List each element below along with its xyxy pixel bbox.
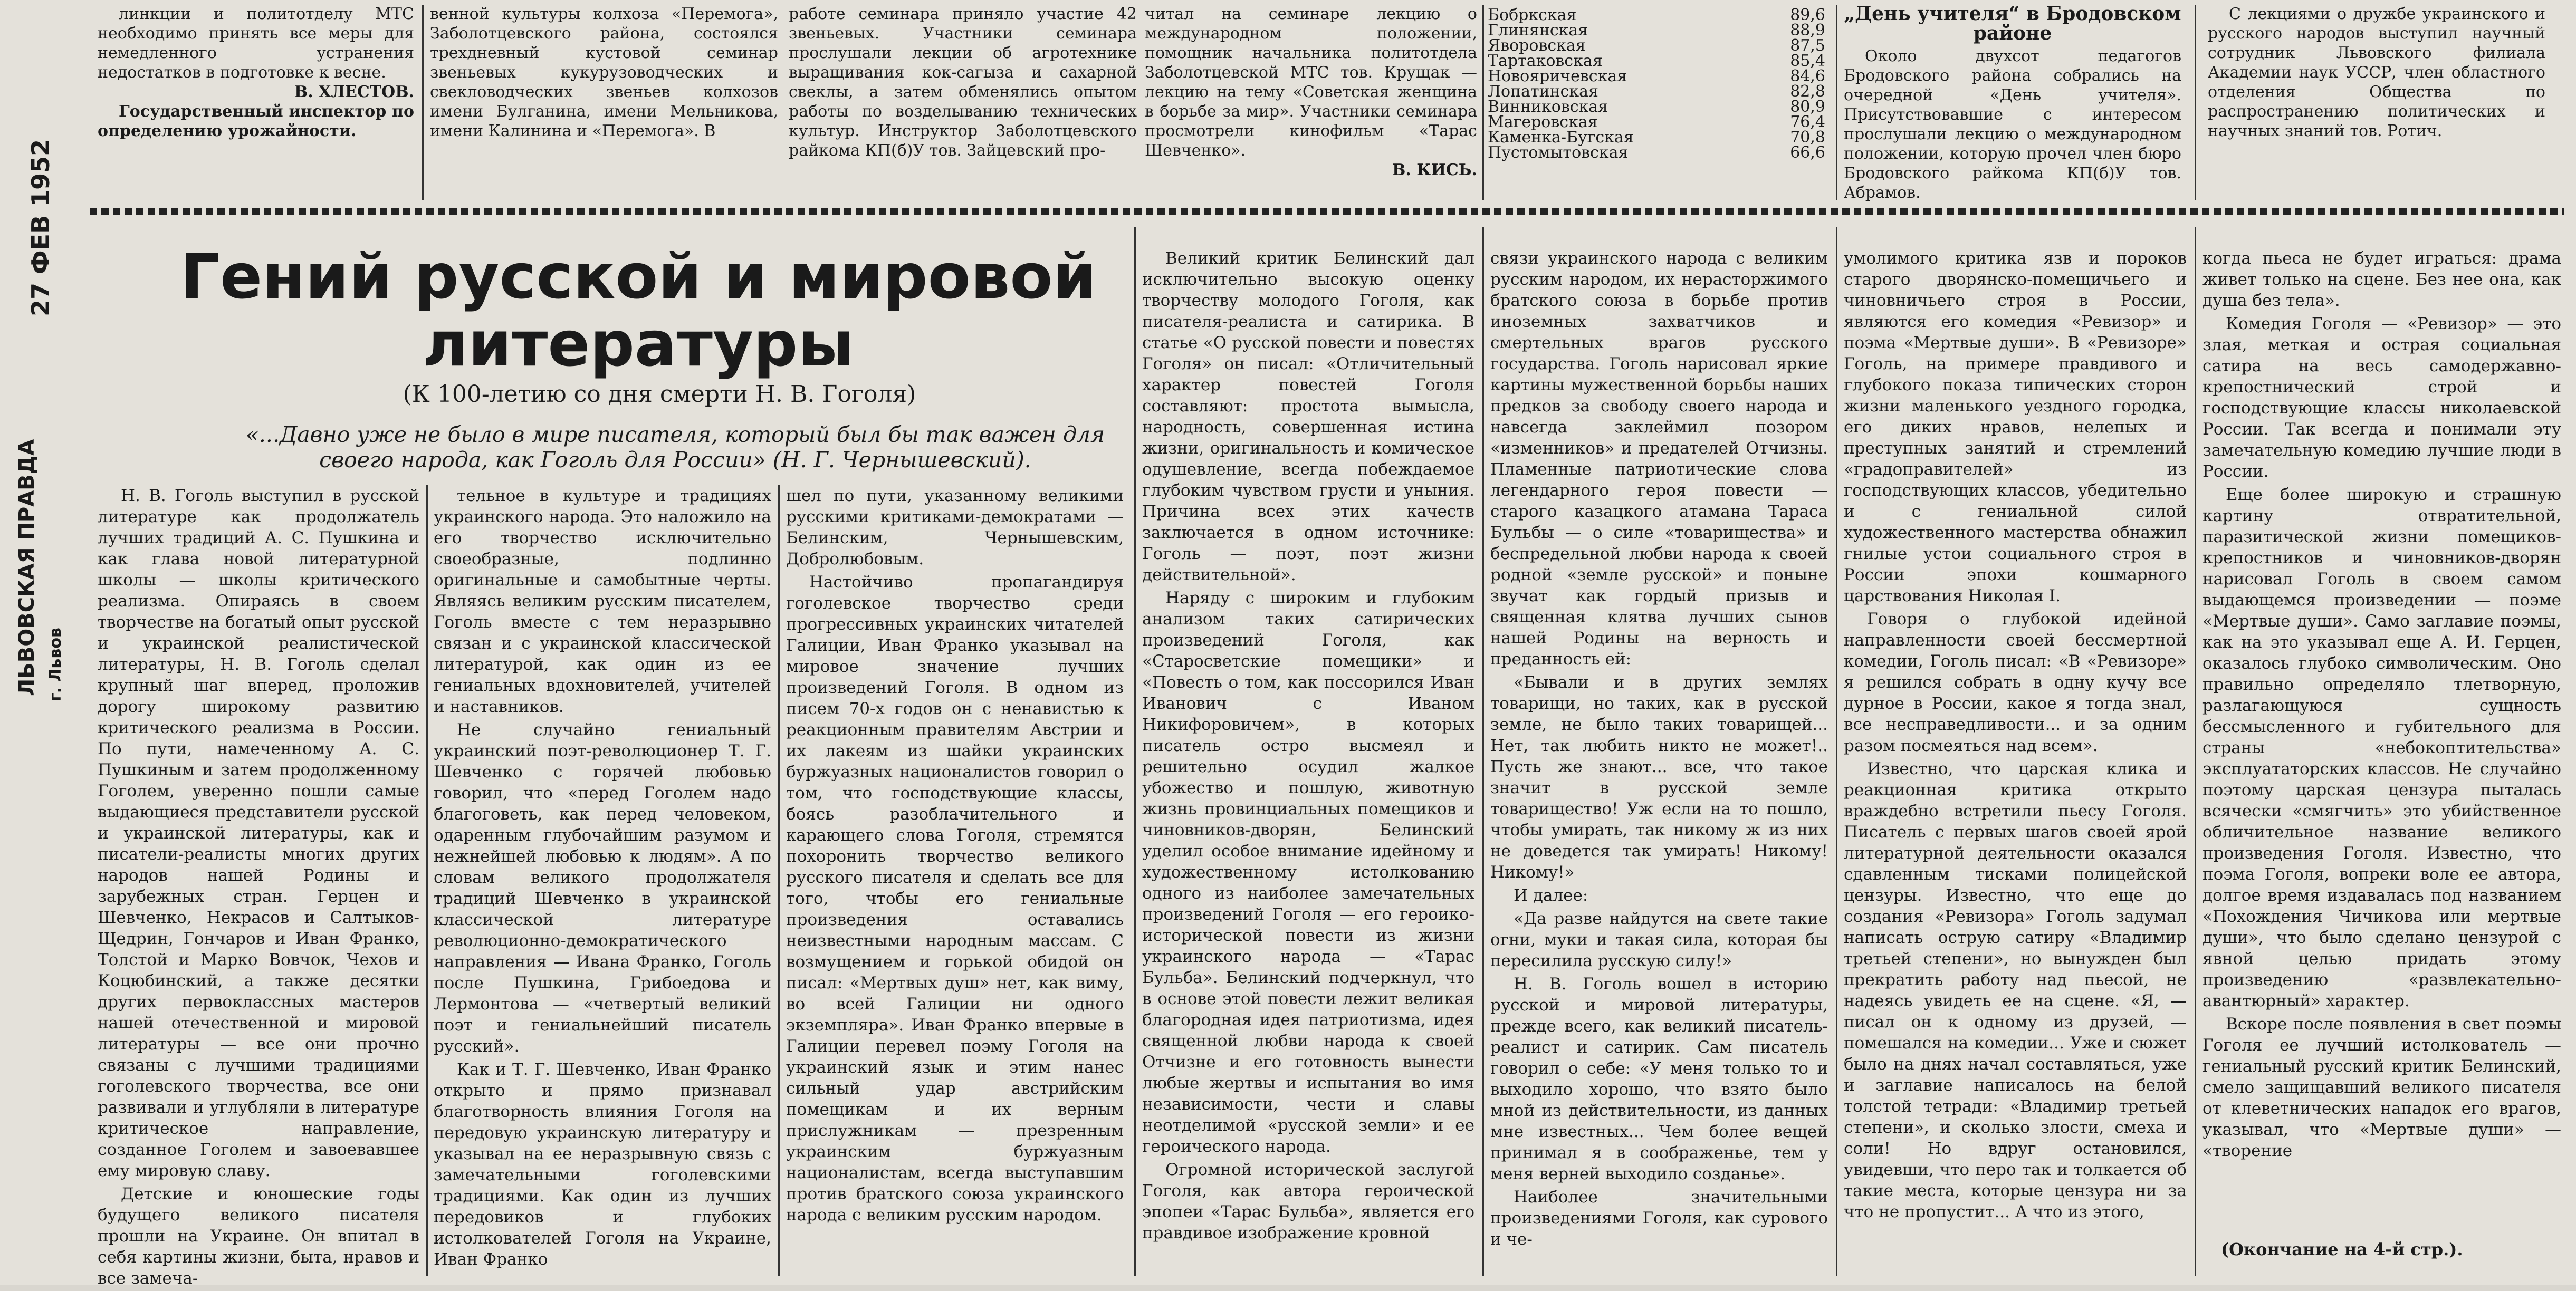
- district-row: [1488, 114, 1825, 130]
- paragraph: Известно, что царская клика и реакционная критика открыто враждебно встретили пьесу Гоголя. Писатель с первых шагов своей ярой литературной деятельности оказался сдавленным тисками полицейской цензуры. Известно, что еще до создания «Ревизора» Гоголь задумал написать острую сатиру «Владимир третьей степени», но вынужден был прекратить работу над пьесой, не надеясь увидеть ее на сцене. «Я, — писал он к одному из друзей, — помешался на комедии... Уже и сюжет было на днях начал составляться, уже и заглавие написалось на белой толстой тетради: «Владимир третьей степени», и сколько злости, смеха и соли! Но вдруг остановился, увидевши, что перо так и толкается об такие места, которые цензура ни за что не пропустит... А что из этого,: [1844, 759, 2187, 1221]
- district-name: Магеровская: [1488, 113, 1598, 131]
- paragraph: «Бывали и в других землях товарищи, но таких, как в русской земле, не было таких товарищей... Нет, так любить никто не может!.. Пусть же знают... все, что такое значит в русской земле товарищество! Уж если на то пошло, чтобы умирать, так никому ж из них не доведется так умирать! Никому! Никому!»: [1490, 673, 1828, 882]
- top-col-2-text: венной культуры колхоза «Перемога», Заболотцевского района, состоялся трехдневный кустовой семинар звеньевых кукурузоводческих и свекловодческих звеньев колхозов имени Булганина, имени Мельникова, имени Калинина и «Перемога». В: [430, 5, 778, 140]
- district-value: 89,6: [1790, 6, 1825, 24]
- paragraph: И далее:: [1514, 886, 1588, 905]
- paragraph: шел по пути, указанному великими русскими критиками-демократами — Белинским, Чернышевским, Добролюбовым.: [786, 486, 1124, 569]
- article-col-2: [434, 485, 771, 1272]
- paragraph: Вскоре после появления в свет поэмы Гоголя ее лучший истолкователь — гениальный русский критик Белинский, смело защищавший великого писателя от клеветнических нападок его врагов, указывал, что «Мертвые души» — «творение: [2202, 1015, 2561, 1160]
- top-col-1: [98, 4, 414, 141]
- section-divider: [90, 208, 2564, 215]
- paragraph: Настойчиво пропагандируя гоголевское творчество среди прогрессивных украинских читателей Галиции, Иван Франко указывал на мировое значение лучших произведений Гоголя. В одном из писем 70-х годов он с ненавистью к реакционным правителям Австрии и их лакеям из шайки украинских буржуазных националистов говорил о том, что господствующие классы, боясь разоблачительного и карающего слова Гоголя, стремятся похоронить творчество великого русского писателя и сделать все для того, чтобы его гениальные произведения оставались неизвестными народным массам. С возмущением и горькой обидой он писал: «Мертвых душ» нет, как виму, во всей Галиции ни одного экземпляра». Иван Франко впервые в Галиции перевел поэму Гоголя на украинский язык и этим нанес сильный удар австрийским помещикам и их верным прислужникам — презренным украинским буржуазным националистам, всегда выступавшим против братского союза украинского народа с великим русским народом.: [786, 573, 1124, 1225]
- district-name: Винниковская: [1488, 98, 1608, 116]
- district-name: Тартаковская: [1488, 52, 1603, 70]
- district-row: [1488, 84, 1825, 99]
- top-col-3-text: работе семинара приняло участие 42 звеньевых. Участники семинара прослушали лекции об агротехнике выращивания кок-сагыза и сахарной свеклы, а затем обменялись опытом работы по возделыванию технических культур. Инструктор Заболотцевского райкома КП(б)У тов. Зайцевский про-: [789, 5, 1137, 160]
- top-col-1-signature: В. ХЛЕСТОВ.: [294, 83, 414, 101]
- top-col-6-text: Около двухсот педагогов Бродовского района собрались на очередной «День учителя». Присутствовавшие с интересом прослушали лекцию о международном положении, которую прочел член бюро Бродовского райкома КП(б)У тов. Абрамов.: [1844, 47, 2181, 202]
- top-col-7: [2208, 4, 2545, 141]
- paragraph: Наряду с широким и глубоким анализом таких сатирических произведений Гоголя, как «Старосветские помещики» и «Повесть о том, как поссорился Иван Иванович с Иваном Никифоровичем», в которых писатель остро высмеял и решительно осудил жалкое убожество и пошлую, животную жизнь провинциальных помещиков и чиновников-дворян, Белинский уделил особое внимание идейному и художественному истолкованию одного из наиболее замечательных произведений Гоголя — его героико-исторической повести из жизни украинского народа — «Тарас Бульба». Белинский подчеркнул, что в основе этой повести лежит великая благородная идея патриотизма, идея священной любви народа к своей Отчизне и его готовность вынести любые жертвы и испытания во имя независимости, чести и славы неотделимой «русской земли» и ее героического народа.: [1142, 589, 1474, 1156]
- paragraph: Комедия Гоголя — «Ревизор» — это злая, меткая и острая социальная сатира на весь самодержавно-крепостнический строй и господствующие классы николаевской России. Так всегда и понимали эту замечательную комедию лучшие люди в России.: [2202, 314, 2561, 481]
- paragraph: Еще более широкую и страшную картину отвратительной, паразитической жизни помещиков-крепостников и чиновников-дворян нарисовал Гоголь в своем самом выдающемся произведении — поэме «Мертвые души». Само заглавие поэмы, как на это указывал еще А. И. Герцен, оказалось глубоко символическим. Оно правильно определяло тлетворную, разлагающуюся сущность бессмысленного и губительного для страны «небокоптительства» эксплуататорских классов. Не случайно поэтому царская цензура пыталась всячески «смягчить» это убийственное обличительное название великого произведения Гоголя. Известно, что поэма Гоголя, вопреки воле ее автора, долгое время издавалась под названием «Похождения Чичикова или мертвые души», что было сделано цензурой с явной целью придать этому произведению «развлекательно-авантюрный» характер.: [2202, 485, 2561, 1010]
- article-col-3: [786, 485, 1124, 1228]
- paragraph: Огромной исторической заслугой Гоголя, как автора героической эпопеи «Тарас Бульба», является его правдивое изображение кровной: [1142, 1160, 1474, 1242]
- top-col-2: [430, 4, 778, 141]
- district-value: 88,9: [1790, 21, 1825, 40]
- district-row: [1488, 145, 1825, 160]
- top-col-7-text: С лекциями о дружбе украинского и русского народов выступил научный сотрудник Львовского филиала Академии наук УССР, член областного отделения Общества по распространению политических и научных знаний тов. Ротич.: [2208, 5, 2545, 140]
- district-value: 82,8: [1790, 82, 1825, 101]
- article-subhead: (К 100-летию со дня смерти Н. В. Гоголя): [403, 381, 916, 408]
- district-name: Пустомытовская: [1488, 143, 1629, 162]
- paragraph: Как и Т. Г. Шевченко, Иван Франко открыто и прямо признавал благотворность влияния Гоголя на передовую украинскую литературу и указывал на ее неразрывную связь с замечательными гоголевскими традициями. Как один из лучших передовиков и глубоких истолкователей Гоголя на Украине, Иван Франко: [434, 1060, 771, 1269]
- top-col-4-signature: В. КИСЬ.: [1392, 161, 1477, 179]
- district-row: [1488, 53, 1825, 69]
- top-col-1-text: линкции и политотделу МТС необходимо принять все меры для немедленного устранения недостатков в подготовке к весне.: [98, 5, 414, 82]
- district-row: [1488, 130, 1825, 145]
- top-col-1-role: Государственный инспектор по определению урожайности.: [98, 102, 414, 140]
- article-col-5: [1490, 248, 1828, 1252]
- article-col-1: [98, 485, 419, 1291]
- district-row: [1488, 7, 1825, 23]
- district-row: [1488, 69, 1825, 84]
- paragraph: Н. В. Гоголь выступил в русской литературе как продолжатель лучших традиций А. С. Пушкина и как глава новой литературной школы — школы критического реализма. Опираясь в своем творчестве на богатый опыт русской и украинской реалистической литературы, Н. В. Гоголь сделал крупный шаг вперед, проложив дорогу широкому развитию критического реализма в России. По пути, намеченному А. С. Пушкиным и затем продолженному Гоголем, уверенно пошли самые выдающиеся представители русской и украинской литературы, как и писатели-реалисты многих других народов нашей Родины и зарубежных стран. Герцен и Шевченко, Некрасов и Салтыков-Щедрин, Гончаров и Иван Франко, Толстой и Марко Вовчок, Чехов и Коцюбинский, а также десятки других первоклассных мастеров нашей отечественной и мировой литературы — все они прочно связаны с лучшими традициями гоголевского творчества, все они развивали и углубляли в литературе критическое направление, созданное Гоголем и завоевавшее ему мировую славу.: [98, 486, 419, 1180]
- district-value: 66,6: [1790, 143, 1825, 162]
- stamp-city: г. Львов: [46, 628, 65, 701]
- paragraph: Великий критик Белинский дал исключительно высокую оценку творчеству молодого Гоголя, как писателя-реалиста и сатирика. В статье «О русской повести и повестях Гоголя» он писал: «Отличительный характер повестей Гоголя составляют: простота вымысла, народность, совершенная истина жизни, оригинальность и комическое одушевление, всегда побеждаемое глубоким чувством грусти и уныния. Причина всех этих качеств заключается в одном источнике: Гоголь — поэт, поэт жизни действительной».: [1142, 249, 1474, 584]
- archive-stamp: [5, 21, 74, 1234]
- top-col-6-title: „День учителя“ в Бродовском районе: [1844, 3, 2181, 44]
- paragraph: когда пьеса не будет играться: драма живет только на сцене. Без нее она, как душа без тела».: [2202, 249, 2561, 310]
- top-col-4: [1145, 4, 1477, 180]
- top-col-4-text: читал на семинаре лекцию о международном положении, помощник начальника политотдела Заболотцевской МТС тов. Крущак — лекцию на тему «Советская женщина в борьбе за мир». Участники семинара просмотрели кинофильм «Тарас Шевченко».: [1145, 5, 1477, 160]
- district-name: Новояричевская: [1488, 67, 1627, 85]
- district-name: Лопатинская: [1488, 82, 1598, 101]
- top-col-6: [1844, 4, 2181, 203]
- district-value: 84,6: [1790, 67, 1825, 85]
- district-value: 70,8: [1790, 128, 1825, 147]
- district-row: [1488, 23, 1825, 38]
- paragraph: Наиболее значительными произведениями Гоголя, как сурового и че-: [1490, 1188, 1828, 1249]
- district-row: [1488, 99, 1825, 114]
- paragraph: «Да разве найдутся на свете такие огни, муки и такая сила, которая бы пересилила русскую силу!»: [1490, 909, 1828, 970]
- paragraph: Детские и юношеские годы будущего великого писателя прошли на Украине. Он впитал в себя картины жизни, быта, нравов и все замеча-: [98, 1184, 419, 1288]
- stamp-newspaper: ЛЬВОВСКАЯ ПРАВДА: [15, 439, 39, 696]
- paragraph: умолимого критика язв и пороков старого дворянско-помещичьего и чиновничьего строя в России, являются его комедия «Ревизор» и поэма «Мертвые души». В «Ревизоре» Гоголь, на примере правдивого и глубокого показа типических сторон жизни маленького уездного городка, его диких нравов, нелепых и преступных занятий и стремлений «градоправителей» из господствующих классов, убедительно и с гениальной силой художественного мастерства обнажил гнилые устои социального строя в России эпохи кошмарного царствования Николая I.: [1844, 249, 2187, 605]
- article-col-7: [2202, 248, 2561, 1163]
- district-value: 80,9: [1790, 98, 1825, 116]
- district-value: 85,4: [1790, 52, 1825, 70]
- district-name: Каменка-Бугская: [1488, 128, 1634, 147]
- district-name: Бобркская: [1488, 6, 1577, 24]
- district-ranking-list: [1488, 7, 1825, 160]
- article-epigraph: «...Давно уже не было в мире писателя, который был бы так важен для своего народа, как Гоголь для России» (Н. Г. Чернышевский).: [245, 422, 1105, 473]
- paragraph: связи украинского народа с великим русским народом, их нерасторжимого братского союза в борьбе против иноземных захватчиков и смертельных врагов русского государства. Гоголь нарисовал яркие картины мужественной борьбы наших предков за свободу своего народа и навсегда заклеймил позором «изменников» и предателей Отчизны. Пламенные патриотические слова легендарного героя повести — старого казацкого атамана Тараса Бульбы — о силе «товарищества» и беспредельной любви народа к своей родной «земле русской» и поныне звучат как гордый призыв и священная клятва лучших сынов нашей Родины на верность и преданность ей:: [1490, 249, 1828, 669]
- paragraph: тельное в культуре и традициях украинского народа. Это наложило на его творчество исключительно своеобразные, подлинно оригинальные и самобытные черты. Являясь великим русским писателем, Гоголь вместе с тем неразрывно связан и с украинской классической литературой, как один из ее гениальных вдохновителей, учителей и наставников.: [434, 486, 771, 716]
- paragraph: Говоря о глубокой идейной направленности своей бессмертной комедии, Гоголь писал: «В «Ревизоре» я решился собрать в одну кучу все дурное в России, какое я тогда знал, все несправедливости... и за одним разом посмеяться над всем».: [1844, 610, 2187, 755]
- district-name: Яворовская: [1488, 36, 1586, 55]
- district-value: 87,5: [1790, 36, 1825, 55]
- paragraph: Не случайно гениальный украинский поэт-революционер Т. Г. Шевченко с горячей любовью говорил, что «перед Гоголем надо благоговеть, как перед человеком, одаренным глубочайшим разумом и нежнейшей любовью к людям». А по словам великого продолжателя традиций Шевченко в украинской классической литературе революционно-демократического направления — Ивана Франко, Гоголь после Пушкина, Грибоедова и Лермонтова — «четвертый великий поэт и гениальнейший писатель русский».: [434, 720, 771, 1056]
- district-name: Глинянская: [1488, 21, 1588, 40]
- article-col-4: [1142, 248, 1474, 1246]
- continued-note: (Окончание на 4-й стр.).: [2221, 1239, 2463, 1259]
- district-value: 76,4: [1790, 113, 1825, 131]
- district-row: [1488, 38, 1825, 53]
- paragraph: Н. В. Гоголь вошел в историю русской и мировой литературы, прежде всего, как великий писатель-реалист и сатирик. Сам писатель говорил о себе: «У меня только то и выходило хорошо, что взято было мной из действительности, из данных мне известных... Чем более вещей принимал я в соображенье, тем у меня верней выходило созданье».: [1490, 975, 1828, 1183]
- article-headline: Гений русской и мировой литературы: [180, 240, 1097, 380]
- stamp-date: 27 ФЕВ 1952: [26, 139, 55, 316]
- article-col-6: [1844, 248, 2187, 1225]
- top-col-3: [789, 4, 1137, 160]
